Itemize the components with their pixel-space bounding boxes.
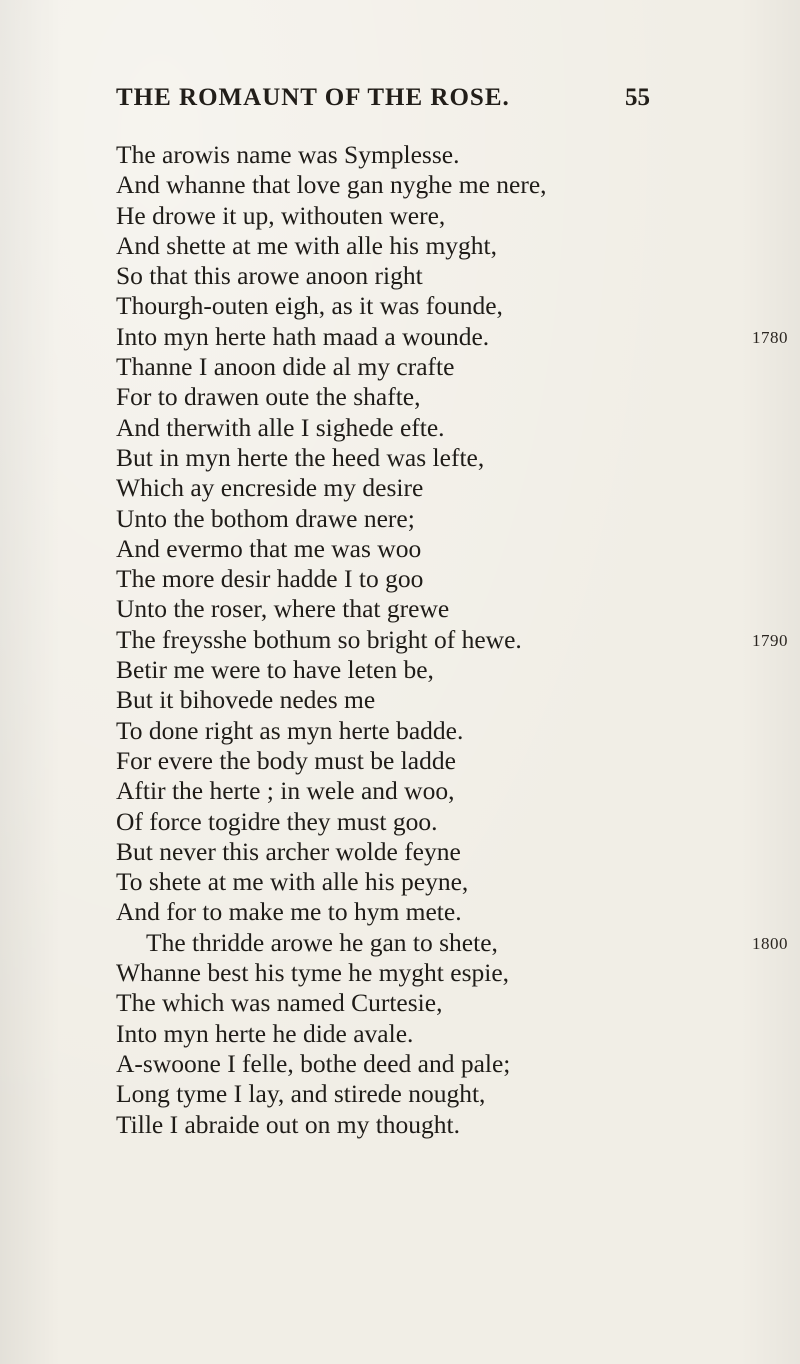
verse-line — [116, 655, 756, 685]
verse-line-text: And evermo that me was woo — [116, 533, 422, 563]
verse-line-text: To shete at me with alle his peyne, — [116, 867, 469, 897]
verse-line-text: He drowe it up, withouten were, — [116, 200, 446, 230]
verse-line-text: And therwith alle I sighede efte. — [116, 412, 445, 442]
verse-line — [116, 624, 788, 655]
verse-line — [116, 716, 756, 746]
verse-line-text: So that this arowe anoon right — [116, 261, 423, 291]
line-number: 1780 — [752, 327, 788, 347]
verse-line — [116, 564, 756, 594]
verse-line — [116, 261, 756, 291]
verse-line-text: But never this archer wolde feyne — [116, 836, 461, 866]
verse-line — [116, 443, 756, 473]
verse-line-text: But it bihovede nedes me — [116, 685, 376, 715]
verse-line — [116, 897, 756, 927]
verse-line — [116, 867, 756, 897]
verse-line — [116, 746, 756, 776]
verse-line — [116, 140, 756, 170]
verse-line — [116, 413, 756, 443]
verse-line — [116, 1110, 756, 1140]
verse-line-text: Of force togidre they must goo. — [116, 806, 438, 836]
verse-line — [116, 776, 756, 806]
verse-line — [116, 927, 788, 958]
verse-line — [116, 1049, 756, 1079]
verse-line — [116, 685, 756, 715]
verse-line-text: And shette at me with alle his myght, — [116, 230, 498, 260]
verse-line — [116, 1079, 756, 1109]
verse-line-text: For evere the body must be ladde — [116, 745, 456, 775]
verse-line-text: Unto the bothom drawe nere; — [116, 503, 415, 533]
verse-line-text: For to drawen oute the shafte, — [116, 382, 421, 412]
verse-line-text: Into myn herte hath maad a wounde. — [116, 321, 490, 351]
verse-line-text: Betir me were to have leten be, — [116, 655, 434, 685]
verse-line — [116, 807, 756, 837]
verse-line-text: Long tyme I lay, and stirede nought, — [116, 1079, 486, 1109]
verse-line-text: Into myn herte he dide avale. — [116, 1018, 414, 1048]
verse-line-text: The more desir hadde I to goo — [116, 564, 424, 594]
verse-line-text: Thourgh-outen eigh, as it was founde, — [116, 291, 503, 321]
verse-line — [116, 473, 756, 503]
verse-line-text: Tille I abraide out on my thought. — [116, 1109, 460, 1139]
verse-line — [116, 352, 756, 382]
verse-line-text: Whanne best his tyme he myght espie, — [116, 958, 510, 988]
verse-line-text: Thanne I anoon dide al my crafte — [116, 352, 455, 382]
verse-line — [116, 958, 756, 988]
verse-line-text: A-swoone I felle, bothe deed and pale; — [116, 1048, 511, 1078]
verse-line — [116, 201, 756, 231]
verse-line — [116, 170, 756, 200]
page-number: 55 — [625, 84, 650, 111]
running-head — [90, 84, 650, 120]
verse-line-text: The thridde arowe he gan to shete, — [146, 927, 498, 957]
line-number: 1800 — [752, 933, 788, 953]
verse-line — [116, 291, 756, 321]
verse-line — [116, 231, 756, 261]
verse-line-text: The arowis name was Symplesse. — [116, 140, 460, 169]
verse-line-text: But in myn herte the heed was lefte, — [116, 442, 485, 472]
verse-line-text: The freysshe bothum so bright of hewe. — [116, 624, 522, 654]
verse-line — [116, 594, 756, 624]
poem-text — [116, 140, 788, 1140]
verse-line — [116, 382, 756, 412]
verse-line-text: Which ay encreside my desire — [116, 473, 424, 503]
verse-line — [116, 534, 756, 564]
line-number: 1790 — [752, 630, 788, 650]
verse-line — [116, 988, 756, 1018]
verse-line-text: Aftir the herte ; in wele and woo, — [116, 776, 455, 806]
verse-line-text: And for to make me to hym mete. — [116, 897, 462, 927]
running-title: THE ROMAUNT OF THE ROSE. — [116, 84, 510, 111]
verse-line — [116, 1019, 756, 1049]
verse-line-text: And whanne that love gan nyghe me nere, — [116, 170, 547, 200]
verse-line — [116, 837, 756, 867]
verse-line — [116, 321, 788, 352]
verse-line-text: The which was named Curtesie, — [116, 988, 443, 1018]
verse-line — [116, 504, 756, 534]
verse-line-text: To done right as myn herte badde. — [116, 715, 464, 745]
verse-line-text: Unto the roser, where that grewe — [116, 594, 450, 624]
